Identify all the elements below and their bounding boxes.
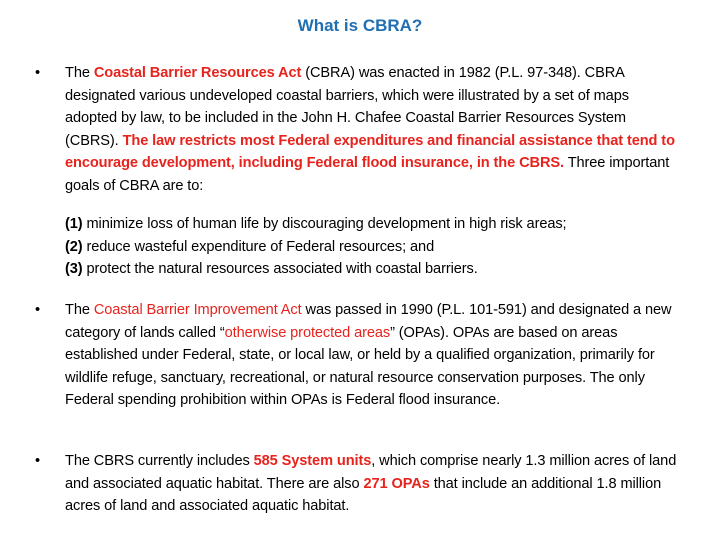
bullet-text: , which comprise nearly 1.3 million acres of land and associated aquatic habitat. There are also: [65, 453, 677, 492]
highlight-restriction: The law restricts most Federal expenditures and financial assistance that tend to encourage development, including Federal flood insurance, in the CBRS.: [65, 132, 675, 172]
goal-text: protect the natural resources associated with coastal barriers.: [82, 261, 478, 278]
goals-list: [65, 213, 683, 281]
goal-number: (2): [65, 238, 83, 255]
bullet-cbrs-stats: [65, 450, 683, 518]
goal-text: reduce wasteful expenditure of Federal resources; and: [82, 238, 435, 255]
highlight-opa-count: 271 OPAs: [363, 475, 430, 492]
goal-item: [65, 213, 683, 236]
bullet-text: that include an additional 1.8 million acres of land and associated aquatic habitat.: [65, 475, 662, 515]
bullet-text: The CBRS currently includes: [65, 453, 254, 469]
bullet-marker: •: [35, 453, 41, 469]
highlight-opa-term: otherwise protected areas: [224, 324, 391, 341]
bullet-text: was passed in 1990 (P.L. 101-591) and designated a new category of lands called “: [65, 302, 672, 341]
bullet-marker: •: [35, 302, 41, 318]
bullet-text: The: [65, 65, 94, 81]
slide-title: What is CBRA?: [297, 16, 423, 35]
goal-number: (1): [65, 216, 83, 232]
goal-item: [65, 258, 683, 281]
highlight-act-name: Coastal Barrier Improvement Act: [93, 302, 302, 318]
bullet-text: The: [65, 302, 94, 318]
goal-item: [65, 236, 683, 259]
goal-text: minimize loss of human life by discouraging development in high risk areas;: [82, 216, 567, 232]
bullet-text: ” (OPAs). OPAs are based on areas established under Federal, state, or local law, or held by a qualified organization, primarily for wildlife refuge, sanctuary, recreational, or natural resource conservation purposes. The only Federal spending prohibition within OPAs is Federal flood insurance.: [65, 324, 655, 409]
bullet-text: (CBRA) was enacted in 1982 (P.L. 97-348). CBRA designated various undeveloped coastal barriers, which were illustrated by a set of maps adopted by law, to be included in the John H. Chafee Coastal Barrier Resources System (CBRS).: [65, 65, 629, 149]
bullet-cbia: [65, 299, 683, 412]
highlight-act-name: Coastal Barrier Resources Act: [93, 65, 302, 81]
bullet-cbra: [65, 62, 683, 198]
highlight-system-units: 585 System units: [253, 453, 372, 469]
goal-number: (3): [65, 261, 83, 278]
bullet-marker: •: [35, 65, 41, 81]
bullet-text: Three important goals of CBRA are to:: [65, 155, 670, 194]
